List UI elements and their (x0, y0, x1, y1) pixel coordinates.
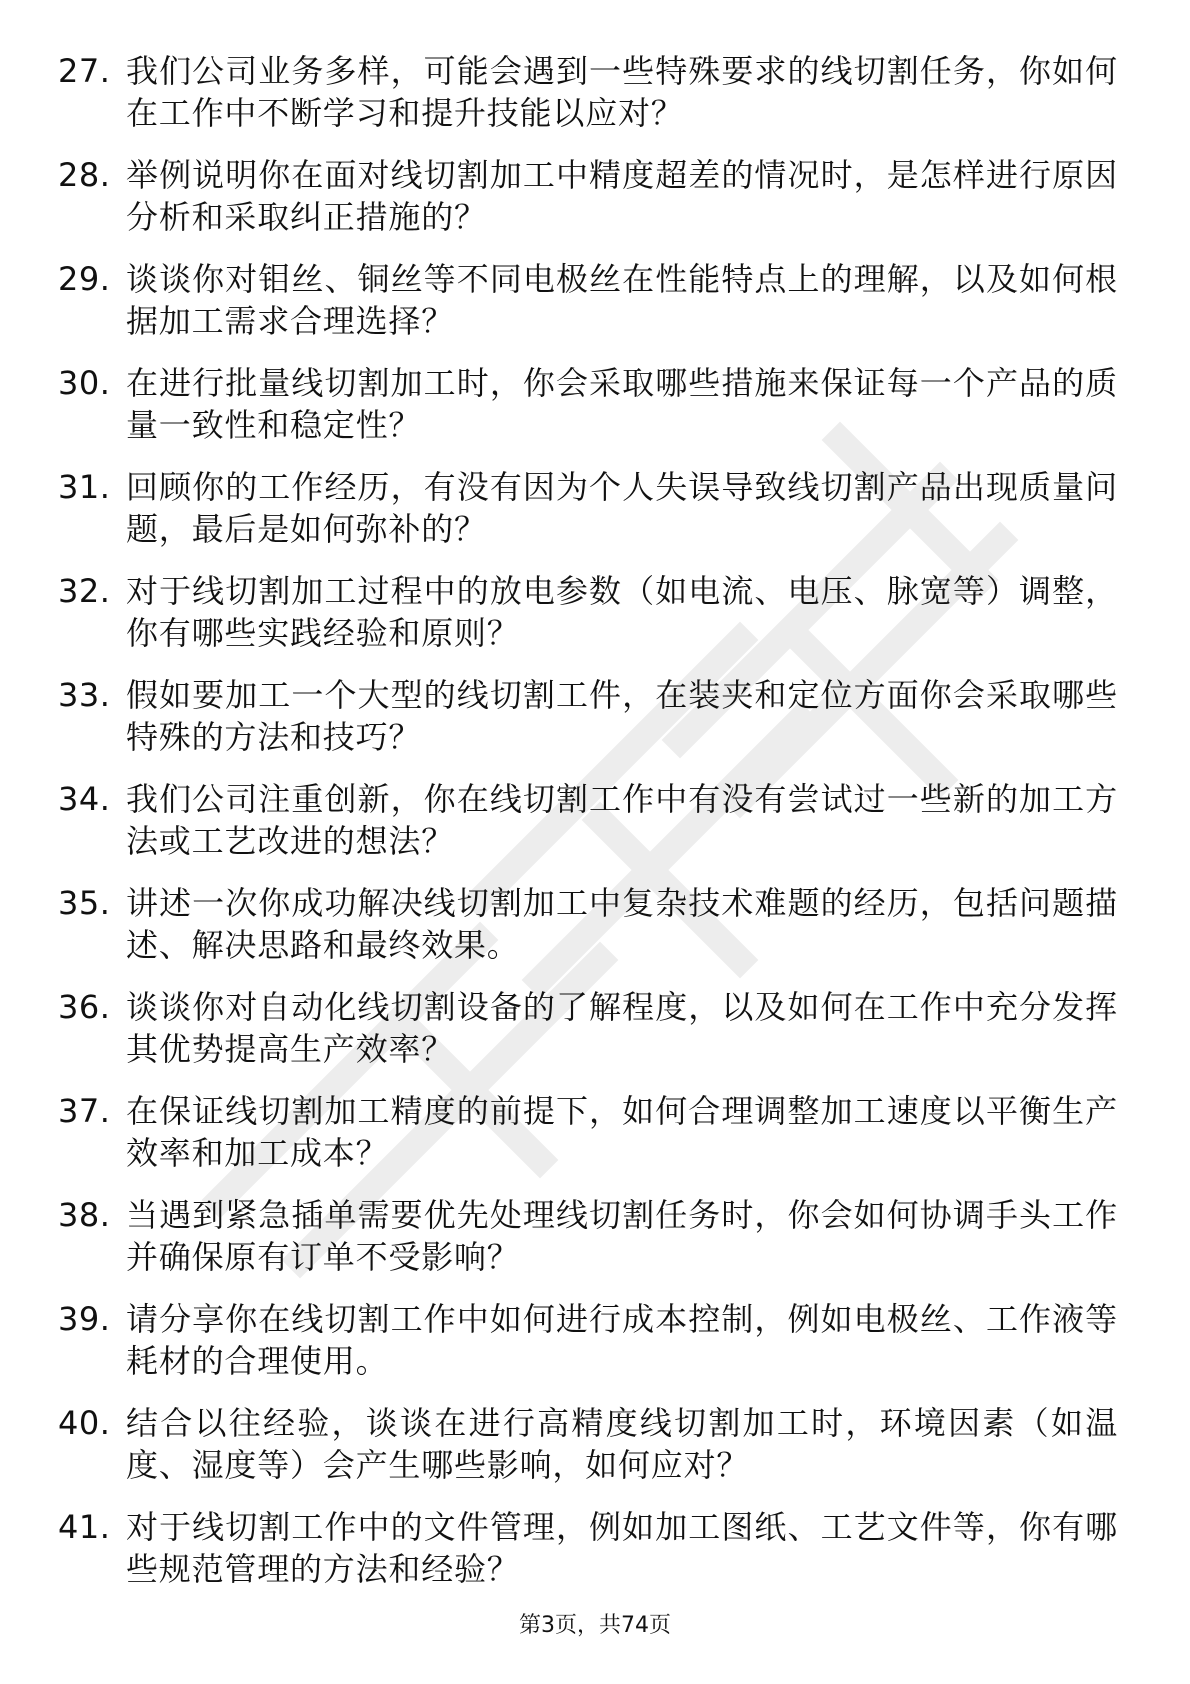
question-text: 当遇到紧急插单需要优先处理线切割任务时，你会如何协调手头工作并确保原有订单不受影响？ (126, 1196, 1118, 1276)
question-number: 28. (58, 156, 111, 194)
question-list (58, 50, 1118, 1610)
list-item (58, 674, 1118, 778)
question-number: 33. (58, 676, 111, 714)
list-item (58, 362, 1118, 466)
question-text: 谈谈你对自动化线切割设备的了解程度，以及如何在工作中充分发挥其优势提高生产效率？ (126, 988, 1118, 1068)
list-item (58, 258, 1118, 362)
question-text: 请分享你在线切割工作中如何进行成本控制，例如电极丝、工作液等耗材的合理使用。 (126, 1300, 1118, 1380)
list-item (58, 1090, 1118, 1194)
question-text: 我们公司业务多样，可能会遇到一些特殊要求的线切割任务，你如何在工作中不断学习和提升技能以应对？ (126, 52, 1118, 132)
question-number: 39. (58, 1300, 111, 1338)
list-item (58, 154, 1118, 258)
list-item (58, 1402, 1118, 1506)
list-item (58, 570, 1118, 674)
list-item (58, 466, 1118, 570)
question-text: 结合以往经验，谈谈在进行高精度线切割加工时，环境因素（如温度、湿度等）会产生哪些影响，如何应对？ (126, 1404, 1118, 1484)
list-item (58, 1298, 1118, 1402)
question-number: 30. (58, 364, 111, 402)
question-text: 在进行批量线切割加工时，你会采取哪些措施来保证每一个产品的质量一致性和稳定性？ (126, 364, 1118, 444)
question-number: 37. (58, 1092, 111, 1130)
question-text: 举例说明你在面对线切割加工中精度超差的情况时，是怎样进行原因分析和采取纠正措施的？ (126, 156, 1118, 236)
question-text: 回顾你的工作经历，有没有因为个人失误导致线切割产品出现质量问题，最后是如何弥补的？ (126, 468, 1118, 548)
list-item (58, 986, 1118, 1090)
question-number: 40. (58, 1404, 111, 1442)
question-text: 我们公司注重创新，你在线切割工作中有没有尝试过一些新的加工方法或工艺改进的想法？ (126, 780, 1118, 860)
question-number: 41. (58, 1508, 111, 1546)
question-number: 32. (58, 572, 111, 610)
list-item (58, 50, 1118, 154)
list-item (58, 1506, 1118, 1610)
question-text: 对于线切割工作中的文件管理，例如加工图纸、工艺文件等，你有哪些规范管理的方法和经验？ (126, 1508, 1118, 1588)
question-number: 27. (58, 52, 111, 90)
question-number: 35. (58, 884, 111, 922)
question-text: 讲述一次你成功解决线切割加工中复杂技术难题的经历，包括问题描述、解决思路和最终效果。 (126, 884, 1118, 964)
list-item (58, 778, 1118, 882)
question-text: 对于线切割加工过程中的放电参数（如电流、电压、脉宽等）调整，你有哪些实践经验和原则？ (126, 572, 1118, 652)
question-number: 38. (58, 1196, 111, 1234)
question-number: 29. (58, 260, 111, 298)
question-number: 36. (58, 988, 111, 1026)
question-number: 34. (58, 780, 111, 818)
list-item (58, 882, 1118, 986)
question-text: 谈谈你对钼丝、铜丝等不同电极丝在性能特点上的理解，以及如何根据加工需求合理选择？ (126, 260, 1118, 340)
question-text: 假如要加工一个大型的线切割工件，在装夹和定位方面你会采取哪些特殊的方法和技巧？ (126, 676, 1118, 756)
list-item (58, 1194, 1118, 1298)
page-footer: 第3页，共74页 (519, 1613, 671, 1638)
question-text: 在保证线切割加工精度的前提下，如何合理调整加工速度以平衡生产效率和加工成本？ (126, 1092, 1118, 1172)
question-number: 31. (58, 468, 111, 506)
